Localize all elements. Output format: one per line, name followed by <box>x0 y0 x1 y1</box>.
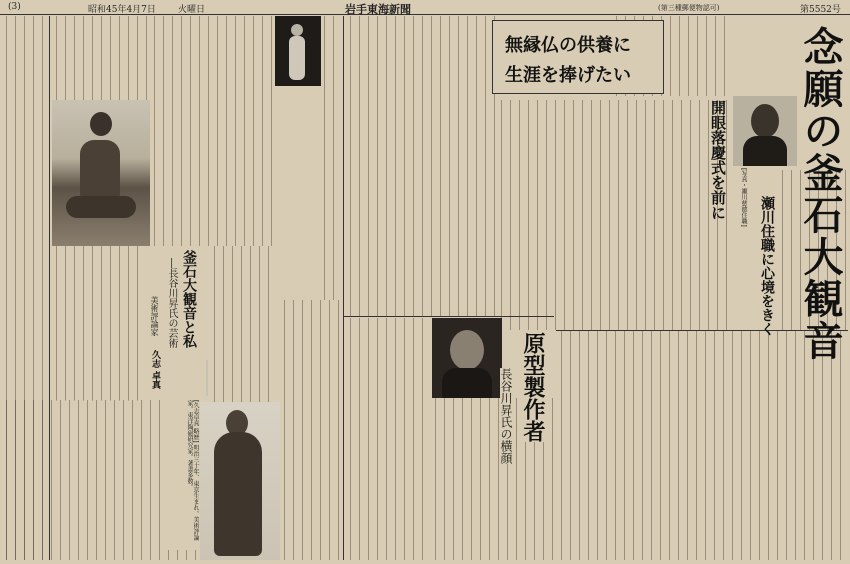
text-block <box>280 300 340 560</box>
box-headline-line2: 生涯を捧げたい <box>505 65 631 86</box>
mail-note: (第三種郵便物認可) <box>658 4 720 12</box>
statue-photo-seated <box>52 100 150 246</box>
headline-box <box>492 20 664 94</box>
text-block <box>320 16 342 300</box>
text-block <box>150 16 274 246</box>
column-rule <box>343 16 344 560</box>
box-headline-line1: 無縁仏の供養に <box>505 35 631 56</box>
main-subhead-2: 瀬川住職に心境をきく <box>759 196 775 336</box>
profile-subhead: 長谷川昇氏の横顔 <box>499 368 513 464</box>
critic-bio-caption: [久志卓真 略歴] 明治三十年、東京生まれ。美術評論家。東洋陶磁研究家。著書多数。 <box>162 400 198 550</box>
text-block <box>52 16 147 100</box>
main-headline: 念願の釜石大観音 <box>797 26 844 362</box>
priest-photo-caption: [写真・瀬川慈徳住職] <box>740 168 747 227</box>
essay-byline-name: 久志 卓真 <box>150 350 160 390</box>
weekday: 火曜日 <box>178 5 206 15</box>
statue-photo-cloaked <box>200 402 280 560</box>
text-block <box>346 16 496 316</box>
statue-photo-standing <box>275 16 321 86</box>
masthead-bar <box>0 0 850 15</box>
text-block <box>557 330 847 560</box>
essay-byline-role: 美術評論家 <box>150 296 159 336</box>
sculptor-portrait <box>432 318 502 398</box>
main-subhead-1: 開眼落慶式を前に <box>709 100 727 220</box>
priest-portrait <box>733 96 797 166</box>
text-block <box>346 318 431 560</box>
paper-name: 岩手東海新聞 <box>345 3 411 16</box>
issue-number: 第5552号 <box>800 5 841 15</box>
issue-date: 昭和45年4月7日 <box>88 5 156 15</box>
page-number: (3) <box>8 2 21 12</box>
essay-title: 釜石大観音と私 <box>181 250 197 348</box>
essay-subtitle: ―長谷川昇氏の芸術 <box>166 258 177 348</box>
text-block <box>497 100 727 330</box>
column-rule <box>344 316 554 317</box>
column-rule <box>49 16 50 560</box>
essay-header <box>148 246 206 398</box>
text-block <box>210 246 274 402</box>
text-block <box>52 246 144 401</box>
profile-headline: 原型製作者 <box>520 332 546 442</box>
